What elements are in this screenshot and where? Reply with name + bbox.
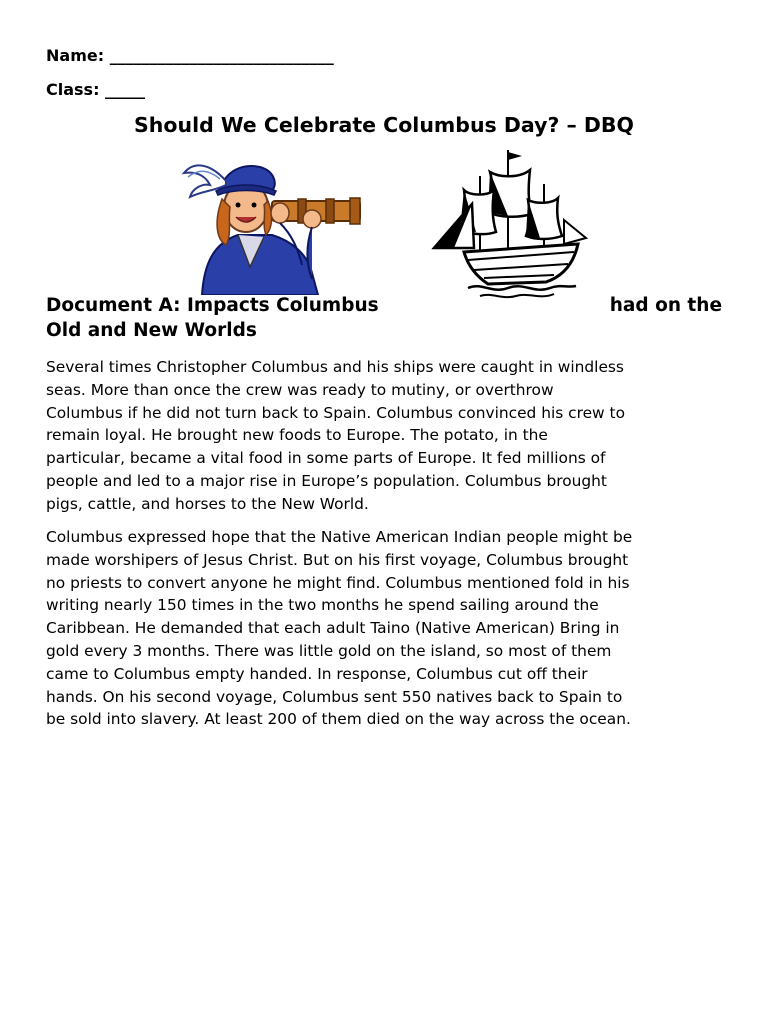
paragraph-line: be sold into slavery. At least 200 of them died on the way across the ocean. [46,710,631,729]
class-blank: _____ [105,80,146,99]
ship-illustration [428,148,590,300]
paragraph-line: people and led to a major rise in Europe’s population. Columbus brought [46,471,607,490]
class-label: Class: [46,80,100,99]
explorer-icon [180,155,365,295]
paragraph-line: particular, became a vital food in some parts of Europe. It fed millions of [46,449,606,468]
document-a-heading-part1: Document A: Impacts Columbus [46,295,379,316]
paragraph-line: gold every 3 months. There was little gold on the island, so most of them [46,641,612,660]
explorer-illustration [180,155,365,295]
paragraph-line: remain loyal. He brought new foods to Europe. The potato, in the [46,426,548,445]
document-a-paragraph-2 [46,526,736,731]
paragraph-line: pigs, cattle, and horses to the New World. [46,494,369,513]
document-a-heading-part2: had on the [609,295,722,316]
document-a-heading-line2: Old and New Worlds [46,320,257,341]
name-label: Name: [46,46,105,65]
class-field-row [46,80,145,99]
paragraph-line: writing nearly 150 times in the two months he spend sailing around the [46,596,599,615]
paragraph-line: Several times Christopher Columbus and his ships were caught in windless [46,358,624,376]
paragraph-line: hands. On his second voyage, Columbus sent 550 natives back to Spain to [46,687,623,706]
name-blank: ____________________________ [109,46,334,65]
paragraph-line: came to Columbus empty handed. In response, Columbus cut off their [46,664,588,683]
page-title: Should We Celebrate Columbus Day? – DBQ [134,113,634,137]
paragraph-line: Columbus if he did not turn back to Spain. Columbus convinced his crew to [46,403,625,422]
name-field-row [46,46,334,65]
paragraph-line: no priests to convert anyone he might find. Columbus mentioned fold in his [46,573,630,592]
paragraph-line: seas. More than once the crew was ready to mutiny, or overthrow [46,380,554,399]
paragraph-line: Columbus expressed hope that the Native American Indian people might be [46,528,633,546]
document-a-paragraph-1 [46,356,736,516]
ship-icon [428,148,590,300]
paragraph-line: made worshipers of Jesus Christ. But on his first voyage, Columbus brought [46,550,629,569]
paragraph-line: Caribbean. He demanded that each adult Taino (Native American) Bring in [46,619,620,638]
